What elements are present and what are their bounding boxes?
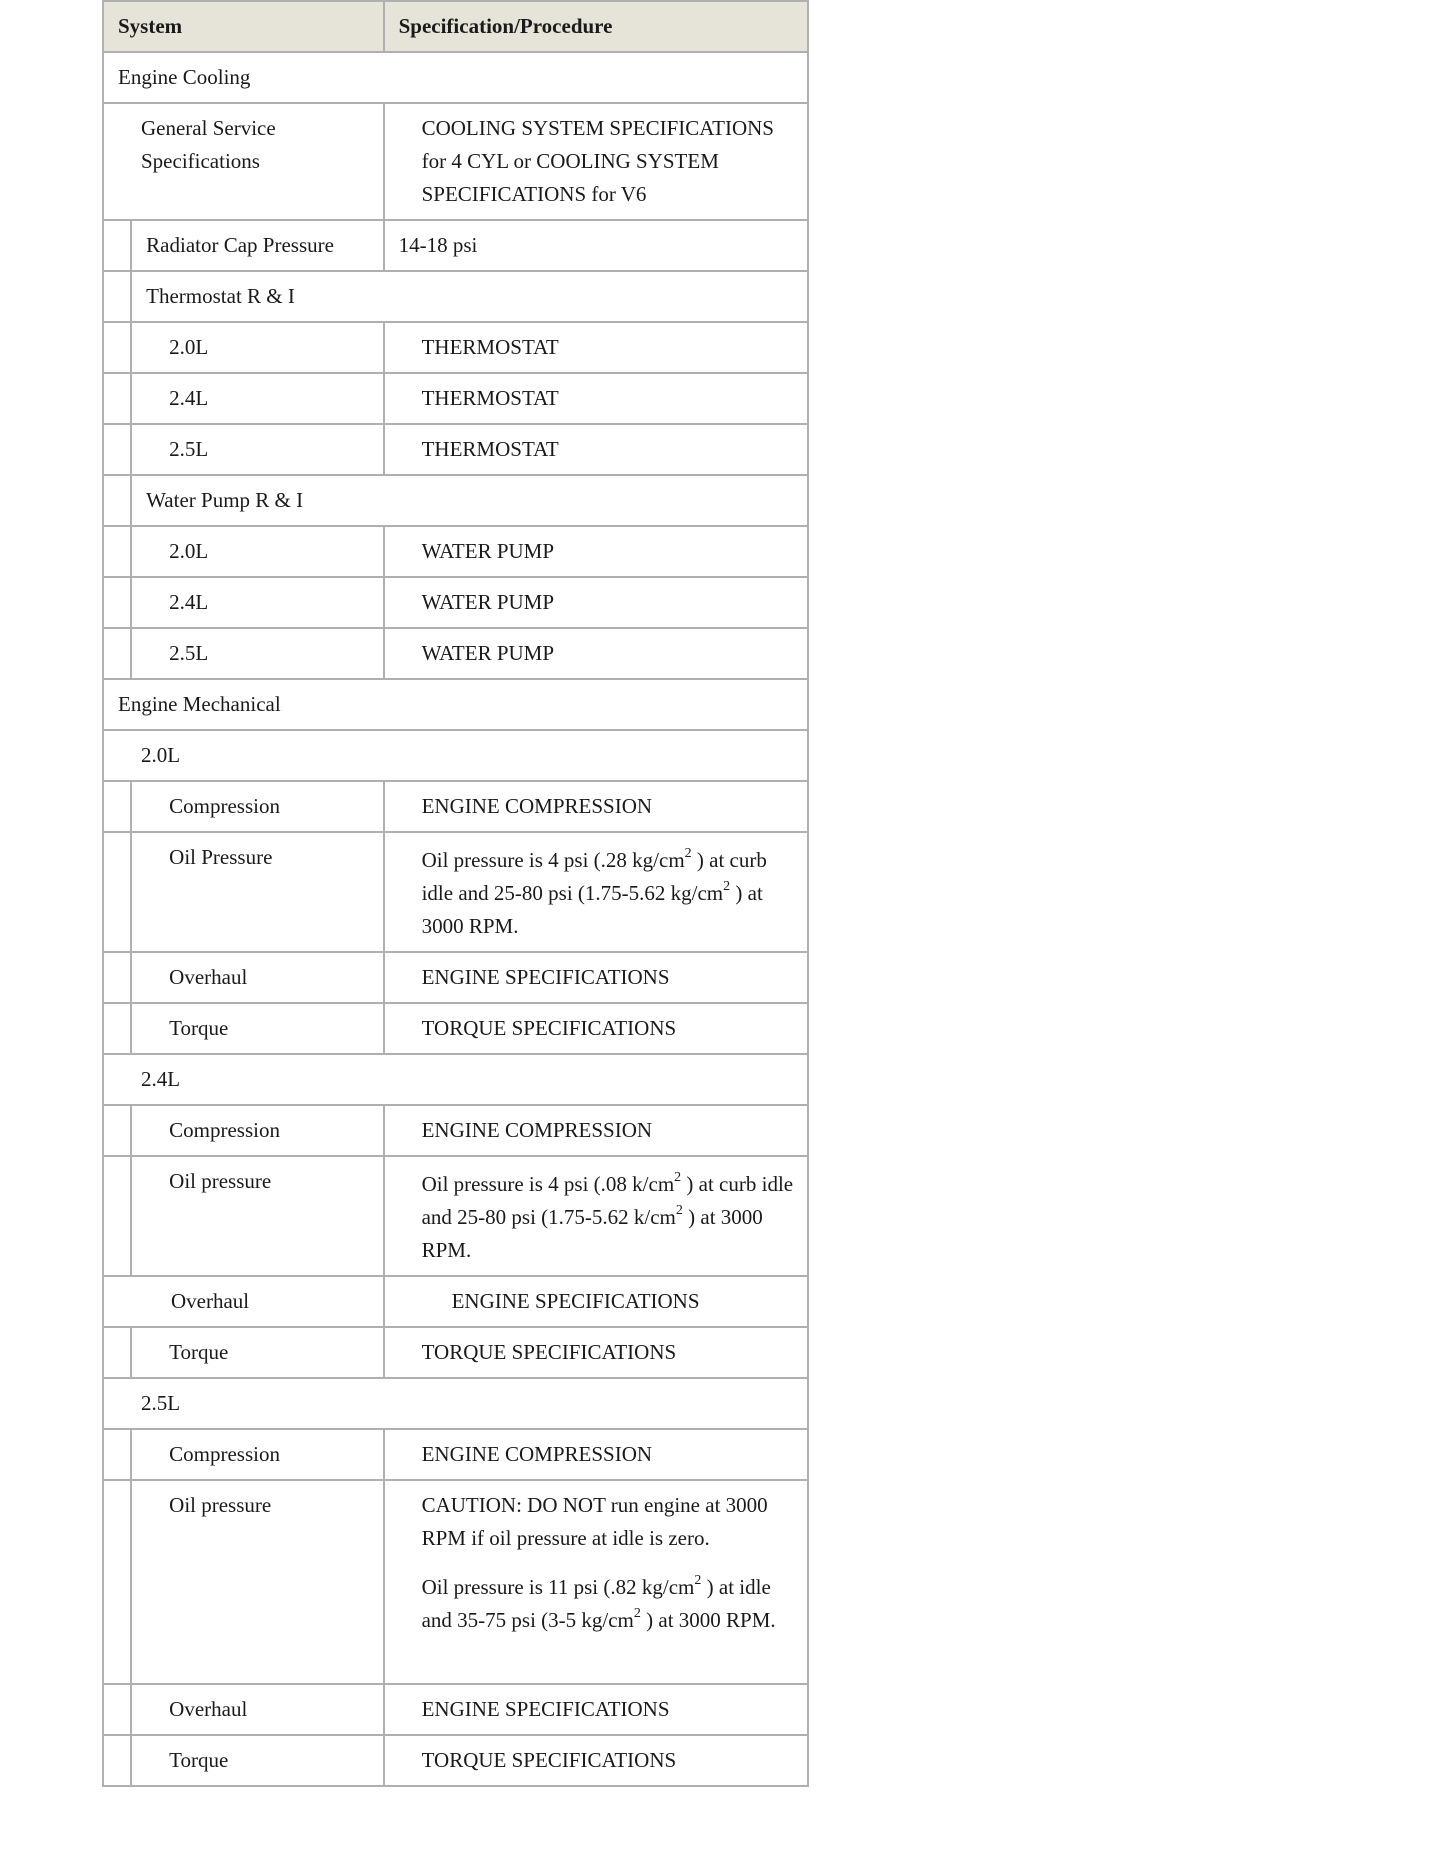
row-value: THERMOSTAT <box>384 373 808 424</box>
indent-cell <box>103 373 131 424</box>
table-row <box>103 1105 808 1156</box>
table-row <box>103 103 808 220</box>
subsection-row <box>103 1378 808 1429</box>
row-label: Overhaul <box>103 1276 384 1327</box>
row-label: Overhaul <box>131 952 383 1003</box>
table-row <box>103 526 808 577</box>
indent-cell <box>103 322 131 373</box>
indent-cell <box>103 1327 131 1378</box>
indent-cell <box>103 220 131 271</box>
row-label: 2.4L <box>131 577 383 628</box>
row-value: THERMOSTAT <box>384 424 808 475</box>
subsection-thermostat: Thermostat R & I <box>131 271 808 322</box>
row-label: Torque <box>131 1735 383 1786</box>
table-row <box>103 628 808 679</box>
indent-cell <box>103 952 131 1003</box>
section-row <box>103 679 808 730</box>
row-label: Compression <box>131 781 383 832</box>
spec-table <box>102 0 809 1787</box>
oil-paragraph <box>422 1571 797 1637</box>
table-row <box>103 424 808 475</box>
row-value: 14-18 psi <box>384 220 808 271</box>
row-value: COOLING SYSTEM SPECIFICATIONS for 4 CYL or COOLING SYSTEM SPECIFICATIONS for V6 <box>384 103 808 220</box>
oil-text-2: ) at curb idle and 25-80 psi (1.75-5.62 kg/cm <box>421 848 767 905</box>
row-value: TORQUE SPECIFICATIONS <box>384 1735 808 1786</box>
table-row <box>103 1480 808 1684</box>
row-label: 2.5L <box>131 424 383 475</box>
indent-cell <box>103 1684 131 1735</box>
row-label: General Service Specifications <box>103 103 384 220</box>
table-row <box>103 1003 808 1054</box>
table-row <box>103 832 808 952</box>
row-value: ENGINE SPECIFICATIONS <box>384 1276 808 1327</box>
row-label: Oil Pressure <box>131 832 383 952</box>
indent-cell <box>103 628 131 679</box>
superscript: 2 <box>633 1606 641 1621</box>
indent-cell <box>103 526 131 577</box>
indent-cell <box>103 271 131 322</box>
row-label: Oil pressure <box>131 1156 383 1276</box>
section-row <box>103 52 808 103</box>
section-engine-mechanical: Engine Mechanical <box>103 679 808 730</box>
oil-text-2: ) at curb idle and 25-80 psi (1.75-5.62 k/cm <box>421 1172 794 1229</box>
row-value: WATER PUMP <box>384 526 808 577</box>
row-label: Compression <box>131 1105 383 1156</box>
oil-text-3: ) at 3000 RPM. <box>640 1608 776 1632</box>
table-row <box>103 220 808 271</box>
oil-text-3: ) at 3000 RPM. <box>421 881 763 938</box>
row-value: WATER PUMP <box>384 628 808 679</box>
subsection-row <box>103 1054 808 1105</box>
indent-cell <box>103 1480 131 1684</box>
superscript: 2 <box>675 1203 683 1218</box>
oil-text-1: Oil pressure is 4 psi (.08 k/cm <box>421 1172 675 1196</box>
table-row <box>103 1156 808 1276</box>
indent-cell <box>103 1429 131 1480</box>
subsection-row <box>103 475 808 526</box>
row-label: Compression <box>131 1429 383 1480</box>
row-value <box>384 832 808 952</box>
row-value: ENGINE SPECIFICATIONS <box>384 1684 808 1735</box>
table-row <box>103 1327 808 1378</box>
indent-cell <box>103 577 131 628</box>
header-row <box>103 1 808 52</box>
table-row <box>103 1429 808 1480</box>
superscript: 2 <box>674 1170 682 1185</box>
subsection-2-5l: 2.5L <box>103 1378 808 1429</box>
row-label: Oil pressure <box>131 1480 383 1684</box>
table-row <box>103 1735 808 1786</box>
table-row <box>103 781 808 832</box>
table-row <box>103 952 808 1003</box>
table-row <box>103 322 808 373</box>
subsection-row <box>103 271 808 322</box>
row-label: 2.0L <box>131 322 383 373</box>
indent-cell <box>103 475 131 526</box>
superscript: 2 <box>694 1573 702 1588</box>
indent-cell <box>103 1105 131 1156</box>
subsection-2-0l: 2.0L <box>103 730 808 781</box>
row-label: 2.5L <box>131 628 383 679</box>
superscript: 2 <box>684 846 692 861</box>
header-spec: Specification/Procedure <box>384 1 808 52</box>
subsection-row <box>103 730 808 781</box>
subsection-2-4l: 2.4L <box>103 1054 808 1105</box>
row-label: 2.4L <box>131 373 383 424</box>
indent-cell <box>103 1003 131 1054</box>
indent-cell <box>103 1735 131 1786</box>
row-value: ENGINE SPECIFICATIONS <box>384 952 808 1003</box>
header-system: System <box>103 1 384 52</box>
indent-cell <box>103 1156 131 1276</box>
row-value: TORQUE SPECIFICATIONS <box>384 1003 808 1054</box>
row-value: TORQUE SPECIFICATIONS <box>384 1327 808 1378</box>
row-label: Overhaul <box>131 1684 383 1735</box>
indent-cell <box>103 781 131 832</box>
row-value: THERMOSTAT <box>384 322 808 373</box>
row-label: Radiator Cap Pressure <box>131 220 383 271</box>
section-engine-cooling: Engine Cooling <box>103 52 808 103</box>
subsection-water-pump: Water Pump R & I <box>131 475 808 526</box>
table-row <box>103 373 808 424</box>
row-value: ENGINE COMPRESSION <box>384 1105 808 1156</box>
table-row <box>103 1684 808 1735</box>
row-value: ENGINE COMPRESSION <box>384 1429 808 1480</box>
oil-text-1: Oil pressure is 4 psi (.28 kg/cm <box>421 848 685 872</box>
row-value <box>384 1156 808 1276</box>
superscript: 2 <box>723 879 731 894</box>
row-value <box>384 1480 808 1684</box>
row-label: Torque <box>131 1003 383 1054</box>
row-value: ENGINE COMPRESSION <box>384 781 808 832</box>
row-label: Torque <box>131 1327 383 1378</box>
oil-text-2: ) at idle and 35-75 psi (3-5 kg/cm <box>421 1575 771 1632</box>
table-row <box>103 577 808 628</box>
indent-cell <box>103 424 131 475</box>
oil-text-1: Oil pressure is 11 psi (.82 kg/cm <box>421 1575 695 1599</box>
row-label: 2.0L <box>131 526 383 577</box>
row-value: WATER PUMP <box>384 577 808 628</box>
indent-cell <box>103 832 131 952</box>
table-row <box>103 1276 808 1327</box>
caution-text: CAUTION: DO NOT run engine at 3000 RPM if oil pressure at idle is zero. <box>421 1493 768 1550</box>
oil-text-3: ) at 3000 RPM. <box>421 1205 763 1262</box>
